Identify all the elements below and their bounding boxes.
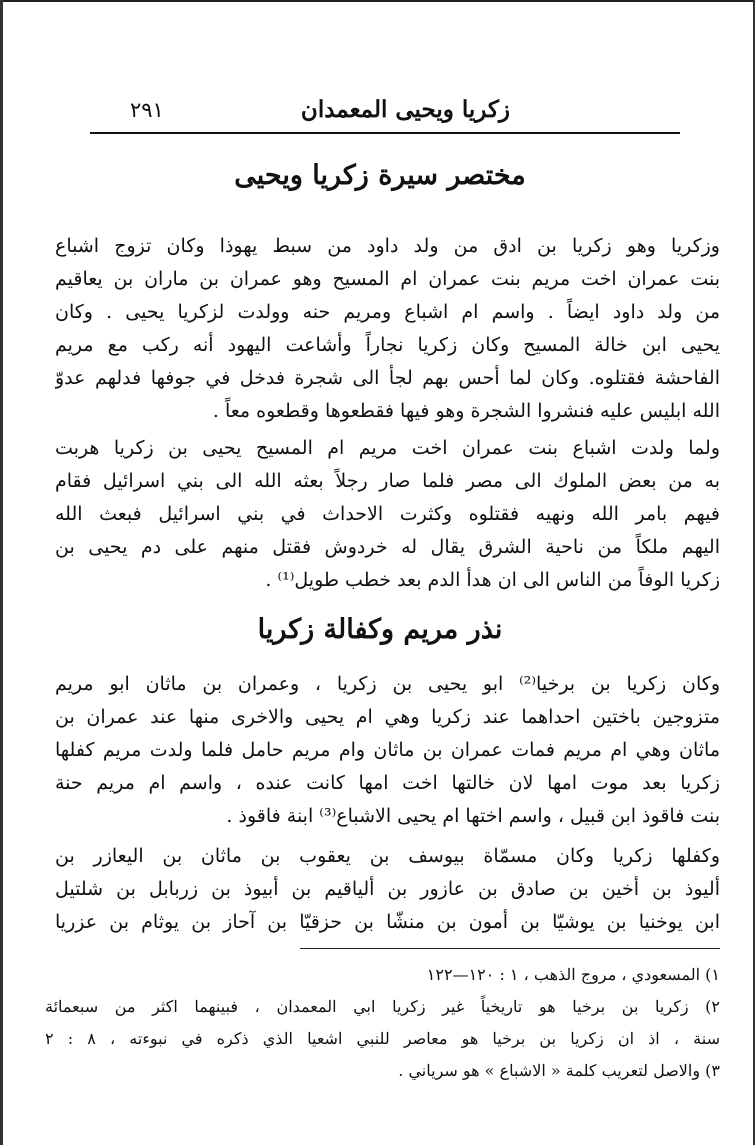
body-line: زكريا الوفاً من الناس الى ان هدأ الدم بعد خطب طويل⁽¹⁾ . — [265, 569, 720, 591]
body-line: ابن يوخنيا بن يوشيّا بن أمون بن منشّا بن حزقيّا بن آحاز بن يوثام بن عزريا — [55, 911, 720, 933]
body-line: متزوجين باختين احداهما عند زكريا وهي ام يحيى والاخرى منها عند عمران بن — [55, 706, 720, 728]
section-heading-summary: مختصر سيرة زكريا ويحيى — [234, 160, 526, 191]
footnote: سنة ، اذ ان زكريا بن برخيا هو معاصر للنبي اشعيا الذي ذكره في نبوءته ، ٨ : ٢ — [45, 1029, 720, 1048]
scan-border-top — [0, 0, 755, 2]
page-number: ٢٩١ — [130, 98, 164, 122]
body-line: ماثان وهي ام مريم فمات عمران بن ماثان وام مريم حامل فلما ولدت مريم كفلها — [55, 739, 720, 761]
body-line: اليهم ملكاً من ناحية الشرق يقال له خردوش فقتل منهم على دم يحيى بن — [55, 536, 720, 558]
footnote: ١) المسعودي ، مروج الذهب ، ١ : ١٢٠—١٢٢ — [426, 965, 720, 984]
footnote: ٣) والاصل لتعريب كلمة « الاشباع » هو سرياني . — [398, 1061, 720, 1080]
body-line: من ولد داود ايضاً . واسم ام اشباع ومريم حنه وولدت لزكريا يحيى . وكان — [55, 301, 720, 323]
header-rule — [90, 132, 680, 134]
body-line: أليوذ بن أخين بن صادق بن عازور بن ألياقيم بن أبيوذ بن زربابل بن شلتيل — [55, 878, 720, 900]
body-line: به من بعض الملوك الى مصر فلما صار رجلاً بعثه الله الى بني اسرائيل فقام — [55, 470, 720, 492]
footnote-rule — [300, 948, 720, 949]
body-line: ولما ولدت اشباع بنت عمران اخت مريم ام المسيح يحيى بن زكريا هربت — [55, 437, 720, 459]
body-line: وزكريا وهو زكريا بن ادق من ولد داود من سبط يهوذا وكان تزوج اشباع — [55, 235, 720, 257]
body-line: الله ابليس عليه فنشروا الشجرة وهو فيها فقطعوها وقطعوه معاً . — [212, 400, 720, 422]
body-line: بنت عمران اخت مريم بنت عمران ام المسيح وهو عمران بن ماران بن يعاقيم — [55, 268, 720, 290]
running-title: زكريا ويحيى المعمدان — [300, 96, 510, 123]
body-line: زكريا بعد موت امها لان خالتها اخت امها كانت عنده ، واسم ام مريم حنة — [55, 772, 720, 794]
body-line: يحيى ابن خالة المسيح وكان زكريا نجاراً وأشاعت اليهود أنه ركب مع مريم — [55, 334, 720, 356]
body-line: الفاحشة فقتلوه. وكان لما أحس بهم لجأ الى شجرة فدخل في جوفها فدلهم عدوّ — [55, 367, 720, 389]
body-line: فيهم بامر الله ونهيه فقتلوه وكثرت الاحداث في بني اسرائيل فبعث الله — [55, 503, 720, 525]
body-line: وكفلها زكريا وكان مسمّاة بيوسف بن يعقوب بن ماثان بن اليعازر بن — [55, 845, 720, 867]
running-header — [90, 92, 650, 132]
scan-border-left — [0, 0, 3, 1145]
section-heading-vow: نذر مريم وكفالة زكريا — [257, 614, 503, 645]
body-line: وكان زكريا بن برخيا⁽²⁾ ابو يحيى بن زكريا ، وعمران بن ماثان ابو مريم — [55, 673, 720, 695]
body-line: بنت فاقوذ ابن قبيل ، واسم اختها ام يحيى الاشباع⁽³⁾ ابنة فاقوذ . — [226, 805, 720, 827]
footnote: ٢) زكريا بن برخيا هو تاريخياً غير زكريا ابي المعمدان ، فبينهما اكثر من سبعمائة — [45, 997, 720, 1016]
